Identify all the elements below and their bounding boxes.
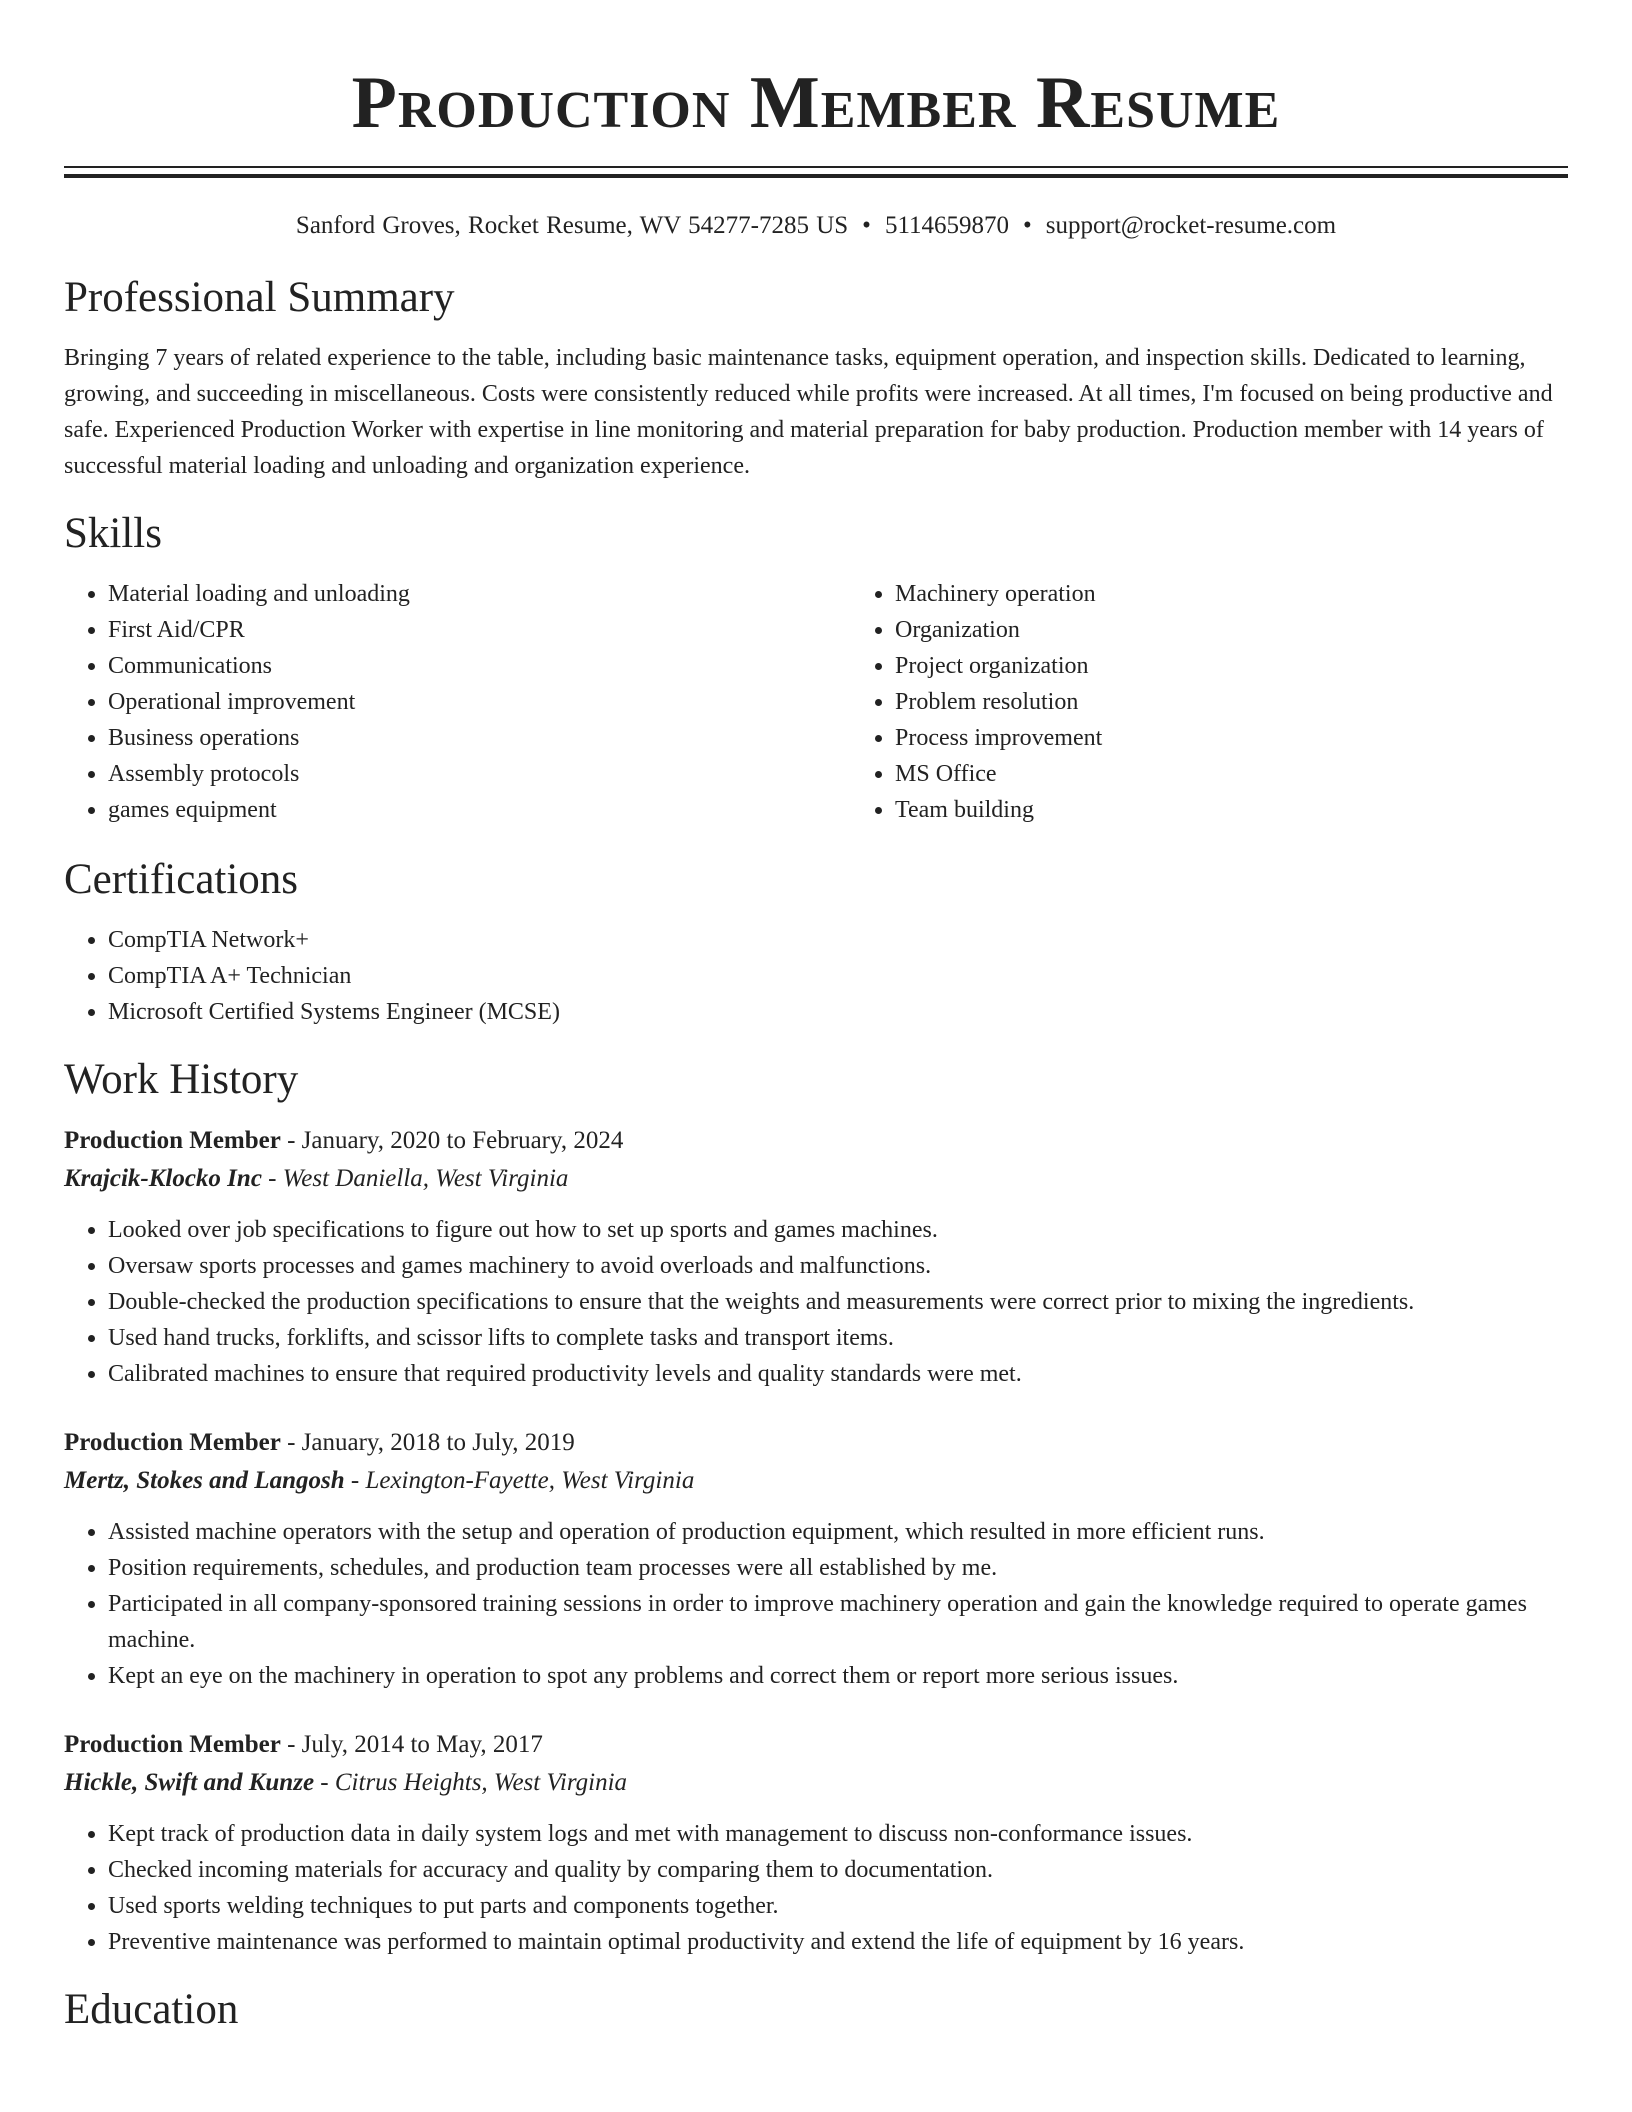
contact-phone: 5114659870 — [884, 212, 1010, 239]
certifications-list — [64, 922, 1568, 1030]
certifications-section — [64, 852, 1568, 1030]
skills-columns — [64, 576, 1568, 828]
skills-list-left — [64, 576, 851, 828]
summary-text: Bringing 7 years of related experience to the table, including basic maintenance tasks, equipment operation, and inspection skills. Dedicated to learning, growing, and succeeding in miscellaneous. Costs were consistently reduced while profits were increased. At all times, I'm focused on being productive and safe. Experienced Production Worker with expertise in line monitoring and material preparation for baby production. Production member with 14 years of successful material loading and unloading and organization experience. — [64, 345, 1553, 479]
skill-item: • Communications — [108, 648, 851, 684]
job-role: Production Member — [64, 1731, 281, 1758]
certifications-heading: Certifications — [64, 856, 299, 903]
contact-separator: • — [862, 212, 871, 239]
skill-item: • Team building — [895, 792, 1632, 828]
contact-email[interactable]: support@rocket-resume.com — [1045, 212, 1337, 239]
contact-address: Sanford Groves, Rocket Resume, WV 54277-7285 US — [295, 212, 849, 239]
job-company-line — [64, 1764, 1568, 1802]
skill-item: • games equipment — [108, 792, 851, 828]
skills-heading: Skills — [64, 510, 162, 557]
job-bullet: • Kept track of production data in daily system logs and met with management to discuss non-conformance issues. — [108, 1816, 1568, 1852]
summary-section — [64, 270, 1568, 484]
job-bullet: • Kept an eye on the machinery in operation to spot any problems and correct them or report more serious issues. — [108, 1658, 1568, 1694]
job-header — [64, 1424, 1568, 1462]
job-location: - Citrus Heights, West Virginia — [314, 1769, 628, 1796]
skill-item: • Operational improvement — [108, 684, 851, 720]
skill-item: • Process improvement — [895, 720, 1632, 756]
job-bullet: • Oversaw sports processes and games machinery to avoid overloads and malfunctions. — [108, 1248, 1568, 1284]
job-dates: - July, 2014 to May, 2017 — [280, 1731, 543, 1758]
job-company: Krajcik-Klocko Inc — [64, 1165, 262, 1192]
job-company: Mertz, Stokes and Langosh — [64, 1467, 345, 1494]
skill-item: • Project organization — [895, 648, 1632, 684]
skill-item: • Business operations — [108, 720, 851, 756]
job-header — [64, 1726, 1568, 1764]
job-bullet: • Participated in all company-sponsored training sessions in order to improve machinery operation and gain the knowledge required to operate games machine. — [108, 1586, 1568, 1658]
job-entry — [64, 1726, 1568, 1960]
job-dates: - January, 2020 to February, 2024 — [280, 1127, 624, 1154]
job-bullet: • Used hand trucks, forklifts, and scissor lifts to complete tasks and transport items. — [108, 1320, 1568, 1356]
job-location: - Lexington-Fayette, West Virginia — [344, 1467, 695, 1494]
job-company: Hickle, Swift and Kunze — [64, 1769, 315, 1796]
certification-item: • CompTIA Network+ — [108, 922, 1568, 958]
job-bullet: • Calibrated machines to ensure that required productivity levels and quality standards were met. — [108, 1356, 1568, 1392]
skills-list-right — [851, 576, 1632, 828]
job-bullet: • Double-checked the production specifications to ensure that the weights and measurements were correct prior to mixing the ingredients. — [108, 1284, 1568, 1320]
job-role: Production Member — [64, 1127, 281, 1154]
skill-item: • MS Office — [895, 756, 1632, 792]
job-bullet: • Position requirements, schedules, and production team processes were all established by me. — [108, 1550, 1568, 1586]
page-title: Production Member Resume — [351, 62, 1281, 144]
job-bullet: • Assisted machine operators with the setup and operation of production equipment, which resulted in more efficient runs. — [108, 1514, 1568, 1550]
job-company-line — [64, 1462, 1568, 1500]
summary-heading: Professional Summary — [64, 274, 455, 321]
job-dates: - January, 2018 to July, 2019 — [280, 1429, 575, 1456]
title-divider-thick — [64, 174, 1568, 178]
education-heading: Education — [64, 1986, 239, 2033]
job-bullet: • Preventive maintenance was performed to maintain optimal productivity and extend the life of equipment by 16 years. — [108, 1924, 1568, 1960]
job-bullet: • Used sports welding techniques to put parts and components together. — [108, 1888, 1568, 1924]
skill-item: • Assembly protocols — [108, 756, 851, 792]
job-location: - West Daniella, West Virginia — [261, 1165, 569, 1192]
job-company-line — [64, 1160, 1568, 1198]
title-divider-thin — [64, 166, 1568, 168]
skill-item: • Material loading and unloading — [108, 576, 851, 612]
certification-item: • CompTIA A+ Technician — [108, 958, 1568, 994]
job-bullets — [64, 1212, 1568, 1392]
contact-separator: • — [1023, 212, 1032, 239]
job-bullet: • Checked incoming materials for accuracy and quality by comparing them to documentation. — [108, 1852, 1568, 1888]
skill-item: • Problem resolution — [895, 684, 1632, 720]
job-bullet: • Looked over job specifications to figure out how to set up sports and games machines. — [108, 1212, 1568, 1248]
job-bullets — [64, 1816, 1568, 1960]
skill-item: • Machinery operation — [895, 576, 1632, 612]
job-entry — [64, 1122, 1568, 1392]
resume-page — [64, 0, 1568, 2038]
work-history-heading: Work History — [64, 1056, 299, 1103]
job-role: Production Member — [64, 1429, 281, 1456]
job-bullets — [64, 1514, 1568, 1694]
work-history-section — [64, 1052, 1568, 1960]
contact-line — [64, 208, 1568, 244]
education-section — [64, 1982, 1568, 2038]
certification-item: • Microsoft Certified Systems Engineer (MCSE) — [108, 994, 1568, 1030]
job-header — [64, 1122, 1568, 1160]
skills-section — [64, 506, 1568, 828]
skill-item: • First Aid/CPR — [108, 612, 851, 648]
skill-item: • Organization — [895, 612, 1632, 648]
job-entry — [64, 1424, 1568, 1694]
